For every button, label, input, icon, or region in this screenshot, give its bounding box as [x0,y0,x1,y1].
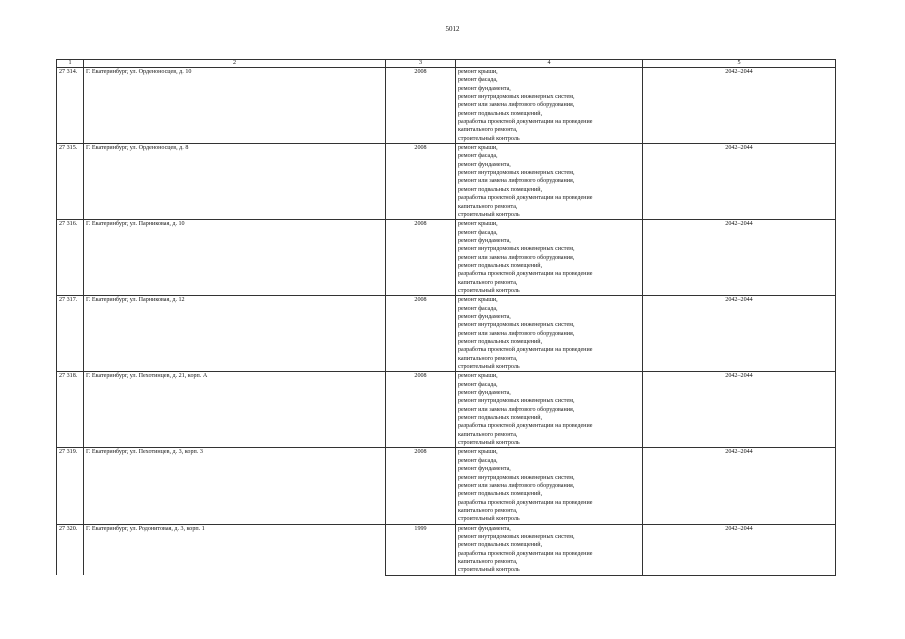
work-item: капитального ремонта, [458,431,518,438]
address-cell: Г. Екатеринбург, ул. Пехотинцев, д. 3, корп. 3 [84,448,386,524]
work-item: ремонт подвальных помещений, [458,110,543,117]
work-item: ремонт или замена лифтового оборудования, [458,406,575,413]
row-number-cell: 27 319. [57,448,84,524]
work-item: ремонт крыши, [458,373,498,380]
work-item: ремонт или замена лифтового оборудования, [458,254,575,261]
work-item: ремонт подвальных помещений, [458,339,543,345]
work-item: ремонт фасада, [458,305,498,312]
year-cell: 1999 [386,524,456,575]
work-item: ремонт или замена лифтового оборудования, [458,102,575,109]
table-row [57,448,836,524]
table-row [57,144,836,220]
period-cell: 2042–2044 [643,68,836,144]
period-cell: 2042–2044 [643,220,836,296]
work-item: ремонт фундамента, [458,237,511,244]
work-item: ремонт фундамента, [458,525,511,532]
table-row [57,68,836,144]
period-cell: 2042–2044 [643,372,836,448]
work-item: капитального ремонта, [458,127,518,134]
works-cell [456,144,643,220]
work-item: ремонт фасада, [458,229,498,236]
address-cell: Г. Екатеринбург, ул. Парниковая, д. 12 [84,296,386,372]
work-item: ремонт крыши, [458,145,498,152]
row-number-cell: 27 320. [57,524,84,575]
work-item: строительный контроль [458,287,520,294]
year-cell: 2008 [386,296,456,372]
work-item: ремонт внутридомовых инженерных систем, [458,322,575,329]
work-item: строительный контроль [458,567,520,574]
work-item: ремонт подвальных помещений, [458,262,543,269]
column-number-header-row [57,60,836,68]
work-item: ремонт подвальных помещений, [458,186,543,193]
row-number-cell: 27 318. [57,372,84,448]
address-cell: Г. Екатеринбург, ул. Орденоносцев, д. 10 [84,68,386,144]
work-item: разработка проектной документации на проведение [458,347,593,354]
year-cell: 2008 [386,448,456,524]
work-item: ремонт фасада, [458,153,498,160]
work-item: ремонт внутридомовых инженерных систем, [458,398,575,405]
works-cell [456,372,643,448]
work-item: ремонт крыши, [458,297,498,304]
table-row [57,524,836,575]
work-item: ремонт крыши, [458,221,498,228]
work-item: строительный контроль [458,211,520,218]
work-item: ремонт фундамента, [458,85,511,92]
works-cell [456,524,643,575]
work-item: капитального ремонта, [458,355,518,362]
year-cell: 2008 [386,220,456,296]
work-item: капитального ремонта, [458,558,518,565]
work-item: ремонт фундамента, [458,390,511,397]
column-header-3: 3 [386,60,456,68]
works-cell [456,296,643,372]
address-cell: Г. Екатеринбург, ул. Пехотинцев, д. 21, корп. А [84,372,386,448]
row-number-cell: 27 316. [57,220,84,296]
work-item: разработка проектной документации на проведение [458,195,593,202]
work-item: ремонт фасада, [458,381,498,388]
row-number-cell: 27 317. [57,296,84,372]
work-item: ремонт фундамента, [458,466,511,473]
table-row [57,220,836,296]
year-cell: 2008 [386,68,456,144]
row-number-cell: 27 314. [57,68,84,144]
year-cell: 2008 [386,372,456,448]
work-item: ремонт внутридомовых инженерных систем, [458,94,575,101]
work-item: ремонт крыши, [458,69,498,75]
work-item: капитального ремонта, [458,507,518,514]
period-cell: 2042–2044 [643,448,836,524]
work-item: ремонт фасада, [458,77,498,84]
table-row [57,372,836,448]
work-item: разработка проектной документации на проведение [458,119,593,126]
work-item: ремонт внутридомовых инженерных систем, [458,533,575,540]
column-header-1: 1 [57,60,84,68]
work-item: ремонт фундамента, [458,313,511,320]
column-header-5: 5 [643,60,836,68]
address-cell: Г. Екатеринбург, ул. Родонитовая, д. 3, корп. 1 [84,524,386,575]
address-cell: Г. Екатеринбург, ул. Орденоносцев, д. 8 [84,144,386,220]
work-item: строительный контроль [458,364,520,371]
work-item: строительный контроль [458,440,520,447]
work-item: ремонт подвальных помещений, [458,542,543,549]
period-cell: 2042–2044 [643,524,836,575]
work-item: ремонт внутридомовых инженерных систем, [458,170,575,177]
work-item: ремонт или замена лифтового оборудования, [458,330,575,337]
table-body [57,68,836,576]
work-item: ремонт фундамента, [458,161,511,168]
period-cell: 2042–2044 [643,144,836,220]
work-item: ремонт фасада, [458,457,498,464]
work-item: разработка проектной документации на проведение [458,271,593,278]
page-number: 5012 [445,25,460,33]
period-cell: 2042–2044 [643,296,836,372]
work-item: капитального ремонта, [458,203,518,210]
address-cell: Г. Екатеринбург, ул. Парниковая, д. 10 [84,220,386,296]
work-item: ремонт внутридомовых инженерных систем, [458,246,575,253]
table-row [57,296,836,372]
works-cell [456,448,643,524]
work-item: ремонт внутридомовых инженерных систем, [458,474,575,481]
year-cell: 2008 [386,144,456,220]
work-item: ремонт подвальных помещений, [458,491,543,498]
column-header-4: 4 [456,60,643,68]
work-item: разработка проектной документации на проведение [458,423,593,430]
work-item: разработка проектной документации на проведение [458,550,593,557]
column-header-2: 2 [84,60,386,68]
work-item: ремонт или замена лифтового оборудования, [458,178,575,185]
work-item: капитального ремонта, [458,279,518,286]
capital-repair-table [56,59,836,576]
row-number-cell: 27 315. [57,144,84,220]
works-cell [456,220,643,296]
work-item: ремонт подвальных помещений, [458,415,543,422]
work-item: ремонт или замена лифтового оборудования, [458,482,575,489]
work-item: разработка проектной документации на проведение [458,499,593,506]
works-cell [456,68,643,144]
work-item: строительный контроль [458,135,520,142]
work-item: строительный контроль [458,516,520,523]
work-item: ремонт крыши, [458,449,498,456]
